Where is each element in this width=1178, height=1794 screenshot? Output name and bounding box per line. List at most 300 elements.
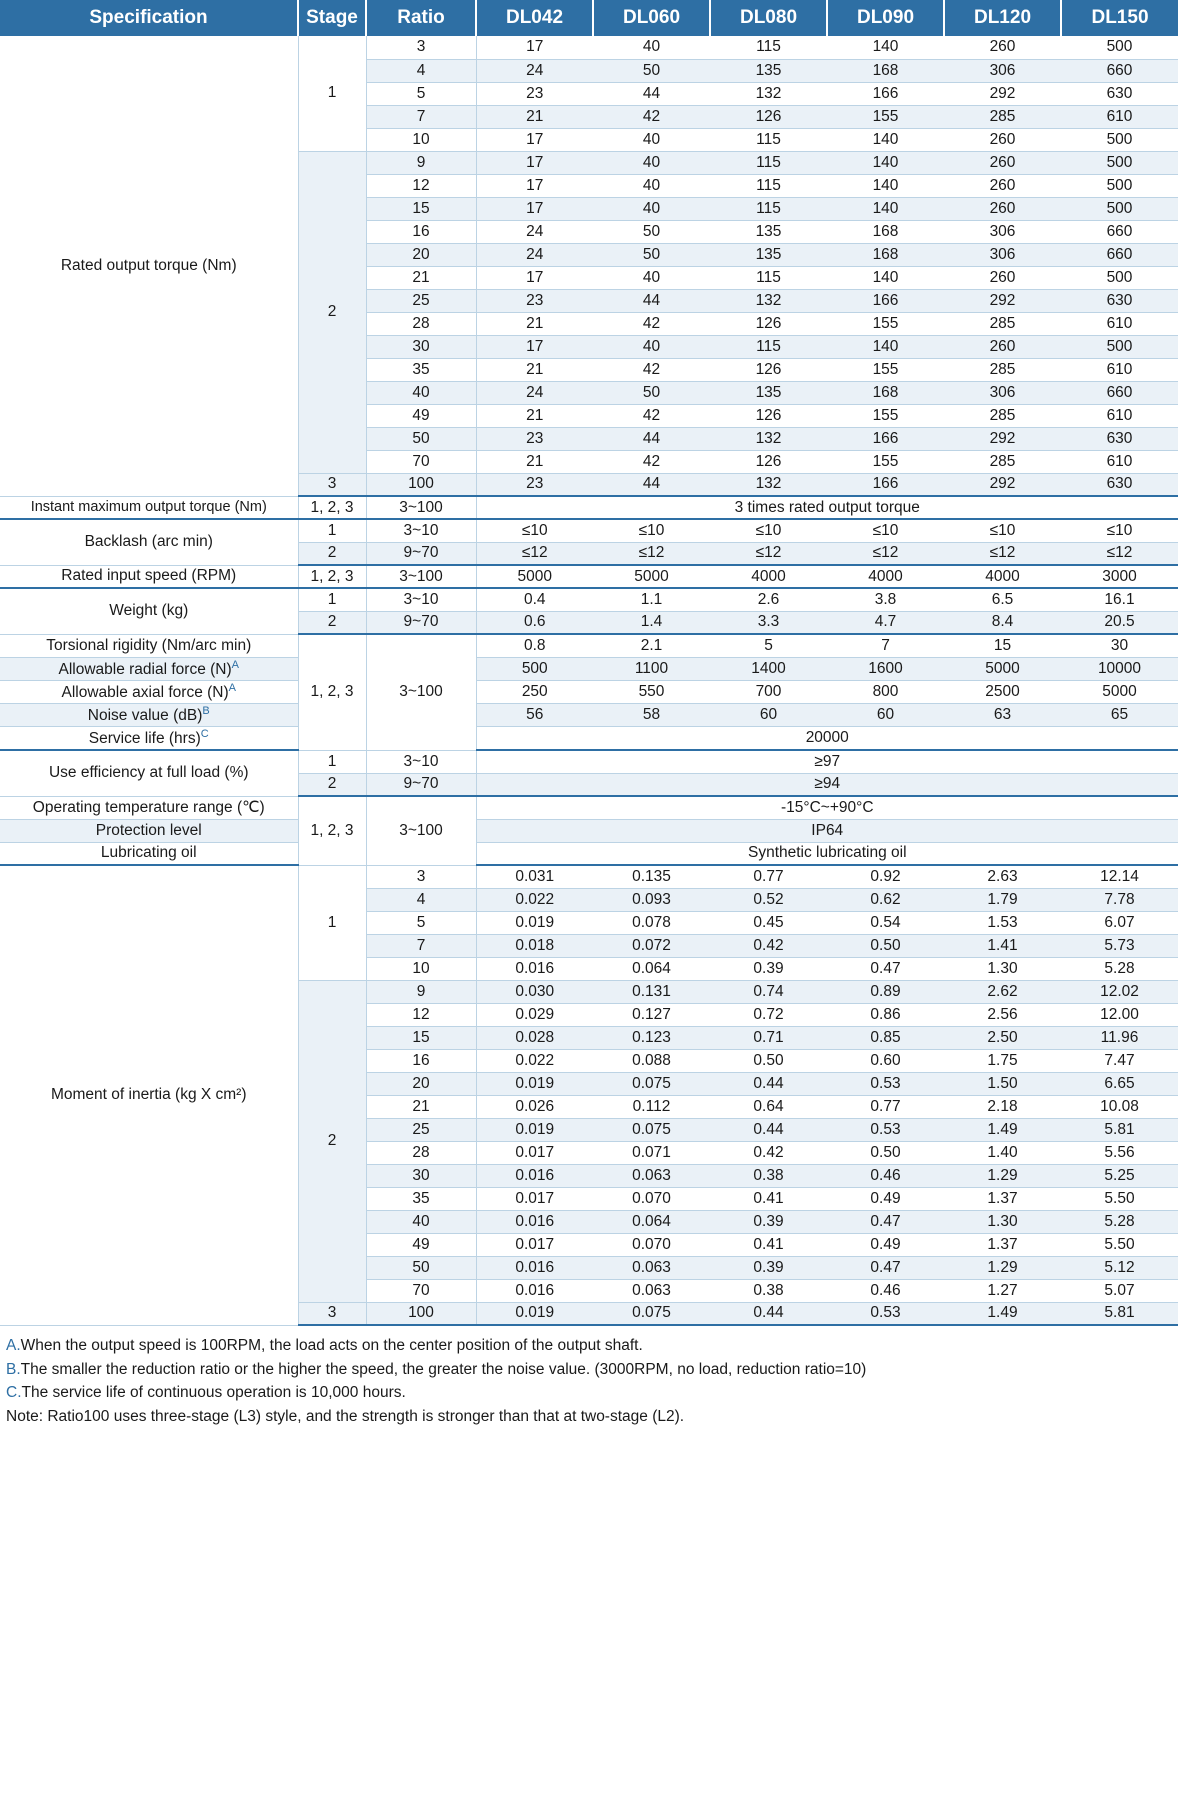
row-label-backlash: Backlash (arc min) [0, 519, 298, 565]
cell: 0.016 [476, 1210, 593, 1233]
cell: 5000 [944, 657, 1061, 680]
ratio-cell: 3~10 [366, 588, 476, 611]
cell: 0.026 [476, 1095, 593, 1118]
cell: 0.072 [593, 934, 710, 957]
cell: 50 [593, 381, 710, 404]
cell: 155 [827, 450, 944, 473]
table-row [0, 796, 1178, 819]
cell: 155 [827, 312, 944, 335]
ratio-cell: 20 [366, 243, 476, 266]
ratio-cell: 4 [366, 888, 476, 911]
cell: 1.37 [944, 1233, 1061, 1256]
cell: 8.4 [944, 611, 1061, 634]
cell: 40 [593, 36, 710, 59]
cell: 140 [827, 174, 944, 197]
ratio-cell: 35 [366, 358, 476, 381]
ratio-cell: 4 [366, 59, 476, 82]
cell: 0.016 [476, 957, 593, 980]
row-label-instant-max-torque: Instant maximum output torque (Nm) [0, 496, 298, 519]
cell: 0.41 [710, 1187, 827, 1210]
cell: 0.49 [827, 1187, 944, 1210]
cell: 0.071 [593, 1141, 710, 1164]
cell: 5.28 [1061, 1210, 1178, 1233]
cell: 285 [944, 358, 1061, 381]
cell: 12.00 [1061, 1003, 1178, 1026]
cell: 44 [593, 427, 710, 450]
ratio-cell: 100 [366, 473, 476, 496]
table-header-row [0, 0, 1178, 36]
cell: 0.070 [593, 1233, 710, 1256]
row-label-rated-input-speed: Rated input speed (RPM) [0, 565, 298, 588]
cell: 3.3 [710, 611, 827, 634]
cell: 0.093 [593, 888, 710, 911]
cell: 0.063 [593, 1279, 710, 1302]
table-row [0, 588, 1178, 611]
cell: 155 [827, 105, 944, 128]
footnote-b [6, 1359, 1172, 1381]
cell: 0.016 [476, 1256, 593, 1279]
cell: 0.39 [710, 1256, 827, 1279]
cell: 126 [710, 312, 827, 335]
ratio-cell: 5 [366, 82, 476, 105]
cell: 5000 [593, 565, 710, 588]
cell: ≤12 [1061, 542, 1178, 565]
cell: 40 [593, 335, 710, 358]
cell: 0.46 [827, 1164, 944, 1187]
cell: 500 [1061, 128, 1178, 151]
cell: 126 [710, 404, 827, 427]
cell: 260 [944, 36, 1061, 59]
cell: 0.019 [476, 1118, 593, 1141]
cell: 0.131 [593, 980, 710, 1003]
cell-span: ≥94 [476, 773, 1178, 796]
cell: 0.019 [476, 1302, 593, 1325]
cell: 5000 [1061, 680, 1178, 703]
cell: 140 [827, 128, 944, 151]
cell: 5 [710, 634, 827, 657]
cell: 0.127 [593, 1003, 710, 1026]
cell: 1.37 [944, 1187, 1061, 1210]
header-ratio: Ratio [366, 0, 476, 36]
cell: 260 [944, 266, 1061, 289]
cell: 21 [476, 312, 593, 335]
stage-cell: 1, 2, 3 [298, 634, 366, 750]
table-row [0, 496, 1178, 519]
cell: 500 [476, 657, 593, 680]
cell: 23 [476, 427, 593, 450]
cell: 0.063 [593, 1256, 710, 1279]
ratio-cell: 100 [366, 1302, 476, 1325]
cell: 0.38 [710, 1279, 827, 1302]
cell: 0.028 [476, 1026, 593, 1049]
table-row [0, 680, 1178, 703]
cell: 40 [593, 197, 710, 220]
cell: 0.075 [593, 1118, 710, 1141]
cell: 135 [710, 381, 827, 404]
ratio-cell: 21 [366, 266, 476, 289]
ratio-cell: 49 [366, 1233, 476, 1256]
ratio-cell: 12 [366, 174, 476, 197]
cell: 166 [827, 427, 944, 450]
cell-span: IP64 [476, 819, 1178, 842]
ratio-cell: 9~70 [366, 542, 476, 565]
cell: 17 [476, 197, 593, 220]
cell: ≤10 [827, 519, 944, 542]
cell: 0.019 [476, 911, 593, 934]
cell: 1.29 [944, 1164, 1061, 1187]
table-row [0, 750, 1178, 773]
cell: 260 [944, 151, 1061, 174]
stage-cell: 1 [298, 36, 366, 151]
ratio-cell: 3~100 [366, 796, 476, 865]
cell-span: -15°C~+90°C [476, 796, 1178, 819]
cell-span: 3 times rated output torque [476, 496, 1178, 519]
cell: 1.53 [944, 911, 1061, 934]
ratio-cell: 3 [366, 36, 476, 59]
cell: 42 [593, 450, 710, 473]
stage-cell: 3 [298, 1302, 366, 1325]
cell: 0.45 [710, 911, 827, 934]
cell: 115 [710, 197, 827, 220]
cell: 5.12 [1061, 1256, 1178, 1279]
cell: 0.92 [827, 865, 944, 888]
cell: 132 [710, 473, 827, 496]
ratio-cell: 7 [366, 934, 476, 957]
cell: 6.65 [1061, 1072, 1178, 1095]
cell: 3.8 [827, 588, 944, 611]
cell: 306 [944, 243, 1061, 266]
header-dl150: DL150 [1061, 0, 1178, 36]
cell: 166 [827, 473, 944, 496]
cell: 0.4 [476, 588, 593, 611]
cell: 0.74 [710, 980, 827, 1003]
ratio-cell: 50 [366, 427, 476, 450]
stage-cell: 2 [298, 773, 366, 796]
stage-cell: 2 [298, 542, 366, 565]
cell: 17 [476, 36, 593, 59]
cell: 0.50 [827, 1141, 944, 1164]
row-label-operating-temperature: Operating temperature range (℃) [0, 796, 298, 819]
cell: 30 [1061, 634, 1178, 657]
cell: 0.078 [593, 911, 710, 934]
cell: 610 [1061, 105, 1178, 128]
cell: 0.46 [827, 1279, 944, 1302]
cell: 660 [1061, 381, 1178, 404]
cell: 1400 [710, 657, 827, 680]
cell: 21 [476, 105, 593, 128]
cell: 40 [593, 128, 710, 151]
ratio-cell: 28 [366, 1141, 476, 1164]
ratio-cell: 40 [366, 381, 476, 404]
cell: 1.29 [944, 1256, 1061, 1279]
ratio-cell: 16 [366, 1049, 476, 1072]
cell: 0.50 [710, 1049, 827, 1072]
cell: 24 [476, 381, 593, 404]
row-label-rated-output-torque: Rated output torque (Nm) [0, 36, 298, 496]
cell: 2500 [944, 680, 1061, 703]
table-row [0, 703, 1178, 726]
ratio-cell: 3~100 [366, 496, 476, 519]
cell: ≤12 [827, 542, 944, 565]
cell: 292 [944, 82, 1061, 105]
cell: 0.47 [827, 957, 944, 980]
ratio-cell: 3 [366, 865, 476, 888]
cell: 5.81 [1061, 1302, 1178, 1325]
cell: 0.017 [476, 1233, 593, 1256]
cell: ≤10 [593, 519, 710, 542]
cell: 60 [710, 703, 827, 726]
cell: 1.1 [593, 588, 710, 611]
ratio-cell: 21 [366, 1095, 476, 1118]
cell: 21 [476, 450, 593, 473]
cell: 132 [710, 82, 827, 105]
cell: 500 [1061, 174, 1178, 197]
ratio-cell: 25 [366, 289, 476, 312]
cell: 168 [827, 220, 944, 243]
stage-cell: 1 [298, 865, 366, 980]
header-dl060: DL060 [593, 0, 710, 36]
footnote-c-text: The service life of continuous operation is 10,000 hours. [21, 1384, 406, 1402]
cell: 260 [944, 335, 1061, 358]
stage-cell: 2 [298, 151, 366, 473]
cell: 0.8 [476, 634, 593, 657]
cell: 0.49 [827, 1233, 944, 1256]
cell: 0.016 [476, 1279, 593, 1302]
cell: 115 [710, 128, 827, 151]
footnote-ref-b: B [202, 704, 210, 717]
ratio-cell: 15 [366, 1026, 476, 1049]
cell: 115 [710, 36, 827, 59]
cell: 0.86 [827, 1003, 944, 1026]
cell: 0.54 [827, 911, 944, 934]
cell: 7.47 [1061, 1049, 1178, 1072]
cell: 0.39 [710, 957, 827, 980]
table-row [0, 842, 1178, 865]
cell: 23 [476, 473, 593, 496]
cell: 4000 [827, 565, 944, 588]
cell: 630 [1061, 473, 1178, 496]
cell: 0.77 [827, 1095, 944, 1118]
row-label-allowable-radial-force [0, 657, 298, 680]
cell: 56 [476, 703, 593, 726]
cell: 2.63 [944, 865, 1061, 888]
cell: 5.56 [1061, 1141, 1178, 1164]
cell-span: 20000 [476, 726, 1178, 750]
cell: 285 [944, 404, 1061, 427]
cell: 610 [1061, 450, 1178, 473]
cell: 140 [827, 335, 944, 358]
cell: ≤12 [944, 542, 1061, 565]
cell: 660 [1061, 220, 1178, 243]
stage-cell: 2 [298, 611, 366, 634]
cell: 126 [710, 450, 827, 473]
row-label-torsional-rigidity: Torsional rigidity (Nm/arc min) [0, 634, 298, 657]
label-text: Service life (hrs) [88, 730, 201, 748]
row-label-service-life [0, 726, 298, 750]
table-row [0, 726, 1178, 750]
cell: 0.016 [476, 1164, 593, 1187]
cell: 0.38 [710, 1164, 827, 1187]
header-dl080: DL080 [710, 0, 827, 36]
cell: 1.41 [944, 934, 1061, 957]
cell: 500 [1061, 266, 1178, 289]
cell: 0.42 [710, 1141, 827, 1164]
cell: 306 [944, 59, 1061, 82]
stage-cell: 1, 2, 3 [298, 565, 366, 588]
cell: 0.53 [827, 1118, 944, 1141]
cell: 44 [593, 473, 710, 496]
ratio-cell: 20 [366, 1072, 476, 1095]
table-row [0, 865, 1178, 888]
cell: 40 [593, 266, 710, 289]
cell: 10000 [1061, 657, 1178, 680]
cell: ≤10 [944, 519, 1061, 542]
cell: 168 [827, 243, 944, 266]
cell: 6.5 [944, 588, 1061, 611]
cell: 155 [827, 358, 944, 381]
cell: 660 [1061, 243, 1178, 266]
cell: 610 [1061, 404, 1178, 427]
table-row [0, 565, 1178, 588]
cell: 3000 [1061, 565, 1178, 588]
cell: 7 [827, 634, 944, 657]
cell: 1100 [593, 657, 710, 680]
cell: 0.017 [476, 1187, 593, 1210]
cell: 0.85 [827, 1026, 944, 1049]
cell: 2.6 [710, 588, 827, 611]
cell: 0.123 [593, 1026, 710, 1049]
cell: 42 [593, 312, 710, 335]
cell: 50 [593, 59, 710, 82]
cell: 42 [593, 404, 710, 427]
cell: 126 [710, 358, 827, 381]
cell: 24 [476, 243, 593, 266]
cell: 260 [944, 174, 1061, 197]
footnote-c-key: C. [6, 1384, 22, 1402]
cell: 260 [944, 128, 1061, 151]
cell: 550 [593, 680, 710, 703]
ratio-cell: 7 [366, 105, 476, 128]
ratio-cell: 9~70 [366, 773, 476, 796]
cell: 44 [593, 289, 710, 312]
cell: 2.56 [944, 1003, 1061, 1026]
cell: 292 [944, 427, 1061, 450]
ratio-cell: 9 [366, 980, 476, 1003]
cell: 1.4 [593, 611, 710, 634]
cell: 168 [827, 381, 944, 404]
cell: 630 [1061, 82, 1178, 105]
cell: 135 [710, 59, 827, 82]
cell: ≤10 [1061, 519, 1178, 542]
cell: 0.44 [710, 1118, 827, 1141]
cell: 0.42 [710, 934, 827, 957]
cell: 1.49 [944, 1118, 1061, 1141]
cell: 140 [827, 197, 944, 220]
cell: 500 [1061, 335, 1178, 358]
cell: 660 [1061, 59, 1178, 82]
cell: 24 [476, 220, 593, 243]
cell: 0.6 [476, 611, 593, 634]
cell: 0.41 [710, 1233, 827, 1256]
cell: 63 [944, 703, 1061, 726]
table-row [0, 36, 1178, 59]
cell: 5.25 [1061, 1164, 1178, 1187]
cell: ≤10 [710, 519, 827, 542]
cell: ≤12 [593, 542, 710, 565]
cell: 0.075 [593, 1072, 710, 1095]
cell: 23 [476, 82, 593, 105]
cell: ≤10 [476, 519, 593, 542]
cell: 630 [1061, 289, 1178, 312]
row-label-use-efficiency: Use efficiency at full load (%) [0, 750, 298, 796]
cell: 44 [593, 82, 710, 105]
cell: 800 [827, 680, 944, 703]
cell: 500 [1061, 36, 1178, 59]
cell: 500 [1061, 151, 1178, 174]
cell: 12.14 [1061, 865, 1178, 888]
cell: 166 [827, 82, 944, 105]
cell: 58 [593, 703, 710, 726]
cell: ≤12 [476, 542, 593, 565]
row-label-noise-value [0, 703, 298, 726]
cell: 21 [476, 358, 593, 381]
stage-cell: 1 [298, 750, 366, 773]
cell: 11.96 [1061, 1026, 1178, 1049]
cell: 168 [827, 59, 944, 82]
cell: 4.7 [827, 611, 944, 634]
cell: 630 [1061, 427, 1178, 450]
cell: 155 [827, 404, 944, 427]
cell: 0.029 [476, 1003, 593, 1026]
cell: 140 [827, 151, 944, 174]
cell: 0.030 [476, 980, 593, 1003]
cell: 115 [710, 151, 827, 174]
cell: 0.075 [593, 1302, 710, 1325]
ratio-cell: 30 [366, 335, 476, 358]
footnote-c [6, 1382, 1172, 1404]
stage-cell: 1, 2, 3 [298, 796, 366, 865]
cell: 285 [944, 105, 1061, 128]
cell: 23 [476, 289, 593, 312]
ratio-cell: 3~10 [366, 750, 476, 773]
cell: 1600 [827, 657, 944, 680]
cell: 5.50 [1061, 1187, 1178, 1210]
ratio-cell: 9 [366, 151, 476, 174]
footnote-a [6, 1335, 1172, 1357]
stage-cell: 1 [298, 519, 366, 542]
cell: 115 [710, 335, 827, 358]
cell: 132 [710, 289, 827, 312]
stage-cell: 2 [298, 980, 366, 1302]
header-dl120: DL120 [944, 0, 1061, 36]
cell: 132 [710, 427, 827, 450]
cell: 0.019 [476, 1072, 593, 1095]
cell: 500 [1061, 197, 1178, 220]
cell: 0.112 [593, 1095, 710, 1118]
cell: 166 [827, 289, 944, 312]
header-dl090: DL090 [827, 0, 944, 36]
footnote-a-key: A. [6, 1337, 21, 1355]
cell: 16.1 [1061, 588, 1178, 611]
ratio-cell: 35 [366, 1187, 476, 1210]
cell: 0.063 [593, 1164, 710, 1187]
cell: 140 [827, 36, 944, 59]
cell: 4000 [710, 565, 827, 588]
cell: 0.60 [827, 1049, 944, 1072]
cell: 5000 [476, 565, 593, 588]
cell: 250 [476, 680, 593, 703]
cell: 306 [944, 220, 1061, 243]
